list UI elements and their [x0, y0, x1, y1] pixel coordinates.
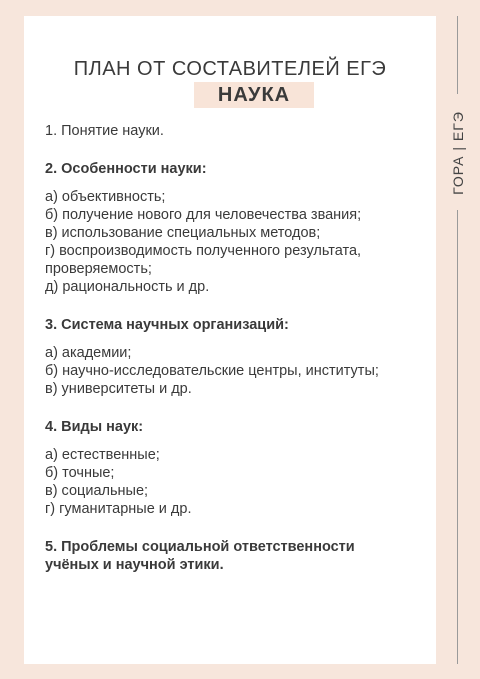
plan-item-5-title: 5. Проблемы социальной ответственности	[45, 539, 355, 555]
topic-badge: НАУКА	[194, 82, 314, 108]
plan-subitem: а) академии;	[45, 345, 132, 361]
plan-subitem: а) естественные;	[45, 447, 160, 463]
side-divider-bottom	[457, 210, 458, 664]
plan-item-5-title-cont: учёных и научной этики.	[45, 557, 224, 573]
plan-subitem: а) объективность;	[45, 189, 166, 205]
side-brand-strip	[444, 16, 472, 664]
plan-subitem: проверяемость;	[45, 261, 152, 277]
plan-item-4-title: 4. Виды наук:	[45, 419, 144, 435]
plan-subitem: б) точные;	[45, 465, 115, 481]
side-brand-label: ГОРА | ЕГЭ	[450, 111, 466, 195]
plan-item-3-title: 3. Система научных организаций:	[45, 317, 289, 333]
plan-subitem: б) получение нового для человечества звания;	[45, 207, 362, 223]
plan-item-1: 1. Понятие науки.	[45, 123, 164, 139]
side-divider-top	[457, 16, 458, 94]
plan-list	[45, 122, 435, 574]
page-title: ПЛАН ОТ СОСТАВИТЕЛЕЙ ЕГЭ	[73, 58, 387, 80]
plan-subitem: б) научно-исследовательские центры, институты;	[45, 363, 379, 379]
plan-subitem: г) гуманитарные и др.	[45, 501, 192, 517]
plan-subitem: в) социальные;	[45, 483, 149, 499]
plan-subitem: в) университеты и др.	[45, 381, 192, 397]
document-page	[24, 16, 436, 664]
plan-subitem: г) воспроизводимость полученного результата,	[45, 243, 362, 259]
plan-subitem: д) рациональность и др.	[45, 279, 210, 295]
plan-subitem: в) использование специальных методов;	[45, 225, 321, 241]
plan-item-2-title: 2. Особенности науки:	[45, 161, 207, 177]
